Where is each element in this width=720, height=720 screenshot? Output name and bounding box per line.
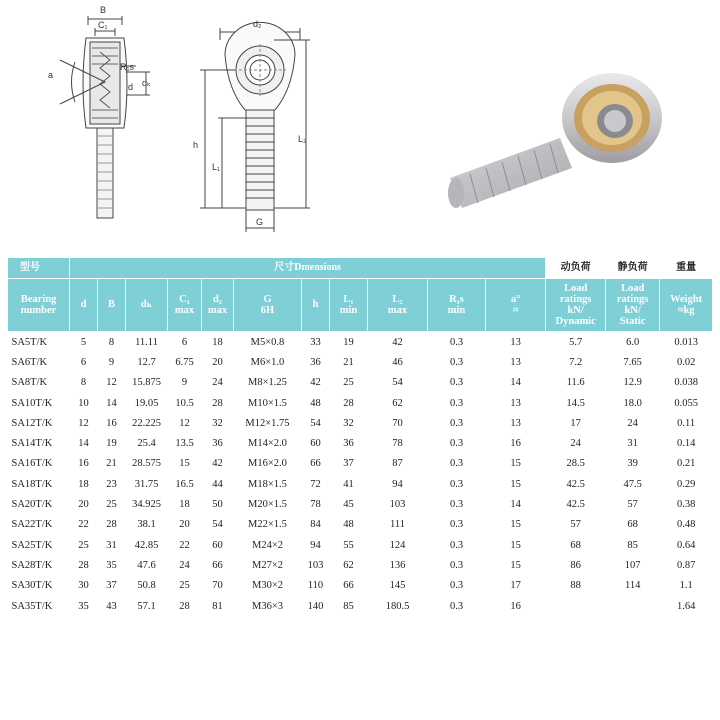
cell-l1: 41 xyxy=(343,478,354,490)
cell-dk: 42.85 xyxy=(134,539,159,551)
cell-d: 25 xyxy=(78,539,89,551)
cell-l2: 78 xyxy=(392,438,403,450)
column-header-dyn-line: kN/ xyxy=(567,305,584,316)
cell-alpha: 15 xyxy=(510,559,521,571)
cell-d2: 54 xyxy=(212,519,223,531)
cell-weight: 0.48 xyxy=(676,519,696,531)
cell-dk: 34.925 xyxy=(132,499,161,511)
cell-l2: 180.5 xyxy=(385,600,410,612)
column-header-d2-line: d₂ xyxy=(213,293,222,305)
cell-r1s: 0.3 xyxy=(449,580,464,592)
cell-g: M5×0.8 xyxy=(250,336,285,348)
cell-l1: 21 xyxy=(343,356,354,368)
cell-l1: 66 xyxy=(343,580,354,592)
cell-g: M18×1.5 xyxy=(248,478,287,490)
cell-d2: 60 xyxy=(212,539,223,551)
label-d: d xyxy=(128,82,134,92)
cell-l1: 85 xyxy=(343,600,354,612)
cell-dyn: 24 xyxy=(570,438,581,450)
cell-l2: 54 xyxy=(392,377,403,389)
column-header-g-line: G xyxy=(263,293,272,305)
label-c1: C₁ xyxy=(98,20,108,30)
cell-g: M6×1.0 xyxy=(250,356,285,368)
cell-B: 43 xyxy=(106,600,117,612)
cell-l2: 94 xyxy=(392,478,403,490)
table-row xyxy=(8,433,713,453)
cell-d: 16 xyxy=(78,458,89,470)
cell-dyn: 17 xyxy=(570,417,581,429)
table-row xyxy=(8,576,713,596)
cell-d2: 18 xyxy=(212,336,223,348)
cell-stat: 12.9 xyxy=(623,377,642,389)
cell-c1: 10.5 xyxy=(175,397,194,409)
cell-d2: 42 xyxy=(212,458,223,470)
cell-l1: 37 xyxy=(343,458,354,470)
cell-weight: 0.87 xyxy=(676,559,696,571)
cell-dyn: 57 xyxy=(570,519,581,531)
column-header-l2-line: L₂ xyxy=(392,293,403,305)
cell-B: 16 xyxy=(106,417,117,429)
column-header-g xyxy=(234,279,302,332)
cell-name: SA20T/K xyxy=(11,499,53,511)
cell-B: 31 xyxy=(106,539,117,551)
cell-h: 66 xyxy=(310,458,321,470)
cell-weight: 0.013 xyxy=(674,336,698,348)
cell-stat: 85 xyxy=(627,539,638,551)
cell-d2: 32 xyxy=(212,417,223,429)
cell-r1s: 0.3 xyxy=(449,336,464,348)
cell-weight: 0.038 xyxy=(674,377,698,389)
cell-h: 48 xyxy=(310,397,321,409)
cell-l2: 46 xyxy=(392,356,403,368)
cell-dyn: 11.6 xyxy=(566,377,585,389)
cell-dk: 11.11 xyxy=(135,336,158,348)
cell-dyn: 42.5 xyxy=(566,478,585,490)
column-header-c1-line: C₁ xyxy=(179,293,190,305)
cell-c1: 9 xyxy=(181,377,188,389)
cell-B: 14 xyxy=(106,397,117,409)
cell-l2: 103 xyxy=(389,499,406,511)
column-header-d2 xyxy=(202,279,234,332)
cell-dk: 19.05 xyxy=(134,397,159,409)
cell-stat: 114 xyxy=(624,580,641,592)
cell-dk: 31.75 xyxy=(134,478,159,490)
cell-stat: 24 xyxy=(627,417,638,429)
column-header-dyn-line: ratings xyxy=(559,293,592,305)
cell-l1: 19 xyxy=(343,336,354,348)
cell-B: 35 xyxy=(106,559,117,571)
label-alpha: a xyxy=(48,70,54,80)
label-l1: L₁ xyxy=(212,162,221,172)
cell-l2: 42 xyxy=(392,336,403,348)
cell-c1: 24 xyxy=(179,559,190,571)
column-header-l1 xyxy=(330,279,368,332)
column-header-d-line: d xyxy=(80,299,87,311)
column-header-stat-line: Load xyxy=(620,282,645,294)
cell-g: M20×1.5 xyxy=(248,499,287,511)
cell-d: 35 xyxy=(78,600,89,612)
cell-name: SA28T/K xyxy=(11,559,53,571)
technical-drawings xyxy=(0,0,720,250)
cell-l1: 62 xyxy=(343,559,354,571)
header-dynamic: 动负荷 xyxy=(546,258,606,279)
cell-l1: 48 xyxy=(343,519,354,531)
cell-d2: 44 xyxy=(212,478,223,490)
table-row xyxy=(8,352,713,372)
cell-dyn: 14.5 xyxy=(566,397,585,409)
column-header-dyn-line: Load xyxy=(563,282,588,294)
rod-end-drawing-svg xyxy=(0,0,720,250)
cell-dyn xyxy=(546,596,606,616)
cell-r1s: 0.3 xyxy=(449,438,464,450)
column-header-stat-line: kN/ xyxy=(624,305,641,316)
column-header-dyn-line: Dynamic xyxy=(555,316,596,328)
table-body xyxy=(8,332,713,617)
column-header-h xyxy=(302,279,330,332)
label-dk: dₖ xyxy=(142,78,151,88)
column-header-B xyxy=(98,279,126,332)
cell-d: 18 xyxy=(78,478,89,490)
cell-g: M8×1.25 xyxy=(248,377,287,389)
cell-d2: 20 xyxy=(212,356,223,368)
cell-dk: 57.1 xyxy=(137,600,156,612)
cell-r1s: 0.3 xyxy=(449,559,464,571)
cell-r1s: 0.3 xyxy=(449,478,464,490)
column-header-bearing xyxy=(8,279,70,332)
cell-r1s: 0.3 xyxy=(449,539,464,551)
column-header-stat-line: Static xyxy=(619,316,646,328)
cell-B: 28 xyxy=(106,519,117,531)
cell-alpha: 16 xyxy=(510,438,521,450)
cell-dyn: 28.5 xyxy=(566,458,585,470)
cell-dk: 22.225 xyxy=(132,417,161,429)
table-row xyxy=(8,454,713,474)
cell-l1: 45 xyxy=(343,499,354,511)
cell-r1s: 0.3 xyxy=(449,600,464,612)
column-header-r1s-line: min xyxy=(447,305,466,316)
cell-weight: 0.38 xyxy=(676,499,696,511)
cell-c1: 28 xyxy=(179,600,190,612)
cell-h: 78 xyxy=(310,499,321,511)
cell-h: 33 xyxy=(310,336,321,348)
cell-c1: 22 xyxy=(179,539,190,551)
label-g: G xyxy=(256,217,264,227)
cell-l1: 55 xyxy=(343,539,354,551)
column-header-l1-line: min xyxy=(339,305,358,316)
table-row xyxy=(8,494,713,514)
cell-B: 37 xyxy=(106,580,117,592)
cell-l2: 62 xyxy=(392,397,403,409)
cell-l2: 145 xyxy=(389,580,406,592)
table-row xyxy=(8,535,713,555)
column-header-g-line: 6H xyxy=(260,305,275,316)
cell-l2: 136 xyxy=(389,559,406,571)
cell-h: 36 xyxy=(310,356,321,368)
column-header-B-line: B xyxy=(107,299,115,311)
cell-h: 54 xyxy=(310,417,321,429)
cell-alpha: 15 xyxy=(510,539,521,551)
cell-d: 12 xyxy=(78,417,89,429)
side-view-drawing xyxy=(60,16,150,218)
column-header-weight-line: Weight xyxy=(670,293,703,305)
cell-name: SA10T/K xyxy=(11,397,53,409)
cell-c1: 12 xyxy=(179,417,190,429)
column-header-r1s xyxy=(428,279,486,332)
cell-g: M16×2.0 xyxy=(248,458,287,470)
cell-c1: 6 xyxy=(181,336,188,348)
column-header-l1-line: L₁ xyxy=(343,293,354,305)
column-header-l2 xyxy=(368,279,428,332)
cell-l1: 32 xyxy=(343,417,354,429)
cell-d: 30 xyxy=(78,580,89,592)
cell-stat: 6.0 xyxy=(626,336,640,348)
cell-h: 84 xyxy=(310,519,321,531)
cell-d2: 70 xyxy=(212,580,223,592)
cell-weight: 1.64 xyxy=(676,600,696,612)
cell-weight: 1.1 xyxy=(679,580,693,592)
table-row xyxy=(8,515,713,535)
cell-weight: 0.21 xyxy=(676,458,696,470)
cell-name: SA16T/K xyxy=(11,458,53,470)
cell-g: M30×2 xyxy=(251,580,283,592)
cell-r1s: 0.3 xyxy=(449,356,464,368)
cell-dk: 47.6 xyxy=(137,559,156,571)
column-header-c1 xyxy=(168,279,202,332)
table-row xyxy=(8,474,713,494)
cell-dyn: 42.5 xyxy=(566,499,585,511)
cell-alpha: 14 xyxy=(510,377,521,389)
cell-weight: 0.14 xyxy=(676,438,696,450)
cell-g: M36×3 xyxy=(251,600,283,612)
column-header-d2-line: max xyxy=(207,305,228,316)
table-row xyxy=(8,555,713,575)
cell-dyn: 88 xyxy=(570,580,581,592)
cell-alpha: 17 xyxy=(510,580,521,592)
column-header-alpha-line: a° xyxy=(510,293,521,305)
cell-d: 14 xyxy=(78,438,89,450)
cell-dyn: 68 xyxy=(570,539,581,551)
cell-alpha: 15 xyxy=(510,458,521,470)
cell-c1: 13.5 xyxy=(175,438,194,450)
column-header-h-line: h xyxy=(312,299,319,311)
cell-g: M24×2 xyxy=(251,539,283,551)
cell-B: 23 xyxy=(106,478,117,490)
cell-r1s: 0.3 xyxy=(449,519,464,531)
cell-c1: 25 xyxy=(179,580,190,592)
column-header-alpha xyxy=(486,279,546,332)
cell-alpha: 14 xyxy=(510,499,521,511)
cell-h: 103 xyxy=(307,559,324,571)
cell-g: M27×2 xyxy=(251,559,283,571)
cell-stat: 47.5 xyxy=(623,478,642,490)
cell-weight: 0.02 xyxy=(676,356,696,368)
column-header-stat-line: ratings xyxy=(616,293,649,305)
cell-h: 140 xyxy=(307,600,324,612)
cell-dk: 50.8 xyxy=(137,580,156,592)
cell-stat: 7.65 xyxy=(623,356,642,368)
header-static: 静负荷 xyxy=(606,258,660,279)
label-r1s: R₁s xyxy=(120,62,135,72)
column-header-bearing-line: number xyxy=(20,305,57,316)
cell-dk: 12.7 xyxy=(137,356,156,368)
label-h: h xyxy=(193,140,199,150)
cell-name: SA22T/K xyxy=(11,519,53,531)
cell-name: SA18T/K xyxy=(11,478,53,490)
cell-name: SA5T/K xyxy=(11,336,48,348)
label-d2: d₂ xyxy=(253,19,262,29)
column-header-row xyxy=(8,279,713,332)
cell-g: M22×1.5 xyxy=(248,519,287,531)
label-l2: L₂ xyxy=(298,134,307,144)
cell-r1s: 0.3 xyxy=(449,499,464,511)
cell-name: SA14T/K xyxy=(11,438,53,450)
cell-B: 8 xyxy=(108,336,115,348)
cell-d: 5 xyxy=(80,336,87,348)
table-row xyxy=(8,332,713,353)
cell-d: 10 xyxy=(78,397,89,409)
cell-h: 94 xyxy=(310,539,321,551)
column-header-bearing-line: Bearing xyxy=(20,293,57,305)
cell-B: 21 xyxy=(106,458,117,470)
cell-d2: 66 xyxy=(212,559,223,571)
cell-r1s: 0.3 xyxy=(449,397,464,409)
cell-weight: 0.64 xyxy=(676,539,696,551)
cell-c1: 18 xyxy=(179,499,190,511)
cell-name: SA35T/K xyxy=(11,600,53,612)
cell-dk: 15.875 xyxy=(132,377,161,389)
cell-weight: 0.11 xyxy=(677,417,696,429)
table-row xyxy=(8,596,713,616)
cell-c1: 15 xyxy=(179,458,190,470)
table-row xyxy=(8,413,713,433)
cell-weight: 0.29 xyxy=(676,478,696,490)
cell-d: 22 xyxy=(78,519,89,531)
column-header-l2-line: max xyxy=(387,305,408,316)
rod-end-product-image xyxy=(448,73,662,208)
cell-dyn: 7.2 xyxy=(569,356,583,368)
cell-name: SA25T/K xyxy=(11,539,53,551)
cell-d: 20 xyxy=(78,499,89,511)
cell-weight: 0.055 xyxy=(674,397,698,409)
cell-name: SA6T/K xyxy=(11,356,48,368)
header-weight: 重量 xyxy=(660,258,713,279)
cell-dk: 28.575 xyxy=(132,458,161,470)
cell-l2: 124 xyxy=(389,539,406,551)
column-header-stat xyxy=(606,279,660,332)
cell-c1: 20 xyxy=(179,519,190,531)
table-row xyxy=(8,393,713,413)
cell-g: M10×1.5 xyxy=(248,397,287,409)
cell-d: 28 xyxy=(78,559,89,571)
cell-h: 60 xyxy=(310,438,321,450)
column-header-weight xyxy=(660,279,713,332)
cell-g: M12×1.75 xyxy=(245,417,290,429)
cell-d2: 28 xyxy=(212,397,223,409)
cell-stat: 18.0 xyxy=(623,397,642,409)
cell-d2: 81 xyxy=(212,600,223,612)
front-view-drawing xyxy=(200,22,310,232)
label-b: B xyxy=(100,5,107,15)
cell-h: 72 xyxy=(310,478,321,490)
cell-h: 110 xyxy=(307,580,324,592)
cell-l2: 87 xyxy=(392,458,403,470)
cell-r1s: 0.3 xyxy=(449,377,464,389)
cell-alpha: 15 xyxy=(510,478,521,490)
column-header-c1-line: max xyxy=(174,305,195,316)
cell-alpha: 13 xyxy=(510,397,521,409)
cell-alpha: 16 xyxy=(510,600,521,612)
cell-dk: 25.4 xyxy=(137,438,156,450)
cell-stat: 68 xyxy=(627,519,638,531)
column-header-alpha-line: ≈ xyxy=(512,305,519,316)
header-dimensions: 尺寸Dmensions xyxy=(70,258,546,279)
cell-c1: 6.75 xyxy=(175,356,194,368)
header-model: 型号 xyxy=(8,258,70,279)
cell-d: 6 xyxy=(80,356,87,368)
column-header-dk-line: dₖ xyxy=(140,299,153,311)
cell-d: 8 xyxy=(80,377,87,389)
cell-l1: 25 xyxy=(343,377,354,389)
cell-l2: 111 xyxy=(390,519,405,531)
cell-B: 12 xyxy=(106,377,117,389)
table-row xyxy=(8,373,713,393)
group-header-row xyxy=(8,258,713,279)
cell-name: SA8T/K xyxy=(11,377,48,389)
cell-stat xyxy=(606,596,660,616)
cell-B: 25 xyxy=(106,499,117,511)
cell-h: 42 xyxy=(310,377,321,389)
cell-l1: 36 xyxy=(343,438,354,450)
cell-dk: 38.1 xyxy=(137,519,156,531)
cell-stat: 39 xyxy=(627,458,638,470)
cell-dyn: 86 xyxy=(570,559,581,571)
column-header-r1s-line: R₁s xyxy=(449,293,464,305)
cell-B: 19 xyxy=(106,438,117,450)
cell-stat: 57 xyxy=(627,499,638,511)
cell-B: 9 xyxy=(108,356,115,368)
cell-r1s: 0.3 xyxy=(449,417,464,429)
cell-l2: 70 xyxy=(392,417,403,429)
cell-alpha: 13 xyxy=(510,356,521,368)
cell-r1s: 0.3 xyxy=(449,458,464,470)
cell-l1: 28 xyxy=(343,397,354,409)
cell-g: M14×2.0 xyxy=(248,438,287,450)
cell-d2: 50 xyxy=(212,499,223,511)
cell-alpha: 13 xyxy=(510,336,521,348)
column-header-d xyxy=(70,279,98,332)
cell-d2: 24 xyxy=(212,377,223,389)
cell-stat: 31 xyxy=(627,438,638,450)
cell-name: SA30T/K xyxy=(11,580,53,592)
column-header-weight-line: ≈kg xyxy=(677,305,695,316)
column-header-dk xyxy=(126,279,168,332)
column-header-dyn xyxy=(546,279,606,332)
cell-name: SA12T/K xyxy=(11,417,53,429)
cell-stat: 107 xyxy=(624,559,641,571)
cell-c1: 16.5 xyxy=(175,478,194,490)
specification-table xyxy=(7,257,713,616)
cell-alpha: 15 xyxy=(510,519,521,531)
cell-alpha: 13 xyxy=(510,417,521,429)
cell-d2: 36 xyxy=(212,438,223,450)
cell-dyn: 5.7 xyxy=(569,336,583,348)
